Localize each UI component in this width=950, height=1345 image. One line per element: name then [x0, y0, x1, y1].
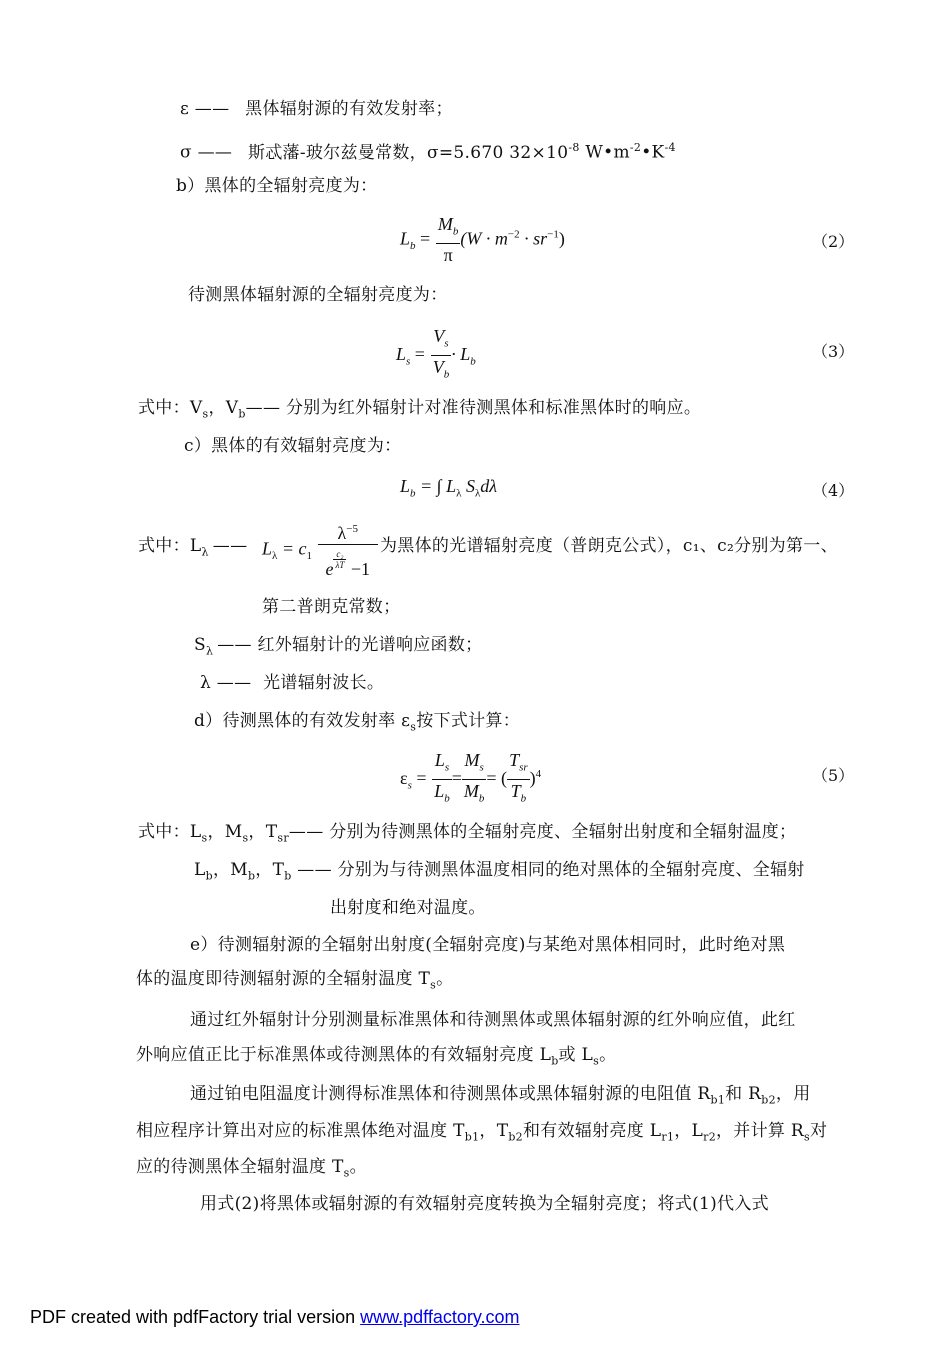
where-vs-sub: s	[202, 407, 209, 421]
p2-lr2-sub: r2	[703, 1130, 716, 1144]
where-ms-label: ，M	[207, 822, 243, 842]
eq5-close: )	[529, 768, 536, 789]
paragraph-3-line-1: 用式(2)将黑体或辐射源的有效辐射亮度转换为全辐射亮度；将式(1)代入式	[200, 1194, 769, 1214]
s-lambda-sub: λ	[205, 644, 214, 658]
eq2-lhs-sub: b	[410, 239, 416, 252]
where-ls-label: 式中：L	[138, 822, 202, 842]
planck-fraction	[318, 518, 378, 581]
p2-rb1-sub: b1	[710, 1093, 726, 1107]
pdf-footer	[30, 1307, 520, 1328]
eq5-f3-denominator: T	[510, 780, 521, 801]
eq5-f1-denominator: L	[434, 780, 445, 801]
where-l-continuation: 第二普朗克常数；	[262, 597, 401, 617]
eq3-tail: · L	[451, 344, 471, 365]
item-c: c）黑体的有效辐射亮度为：	[184, 436, 402, 456]
eq2-lhs: L	[400, 228, 411, 249]
paragraph-2-line-3	[136, 1156, 367, 1184]
planck-lhs-sub: λ	[272, 550, 278, 563]
p2-line-2-text: 相应程序计算出对应的标准黑体绝对温度 T	[136, 1121, 465, 1141]
p1-ls-sub: s	[593, 1054, 600, 1068]
sigma-unit-k: •K	[641, 142, 665, 163]
sigma-symbol: σ ——	[180, 142, 233, 163]
p1-text: 外响应值正比于标准黑体或待测黑体的有效辐射亮度 L	[136, 1045, 552, 1065]
epsilon-definition	[180, 98, 453, 120]
eq5-f2-numerator-sub: s	[479, 761, 484, 774]
where-l-text: 为黑体的光谱辐射亮度（普朗克公式），c₁、c₂分别为第一、	[380, 536, 838, 556]
sigma-unit-m-exponent: -2	[629, 141, 642, 154]
eq5-f3-denominator-sub: b	[520, 792, 527, 805]
equation-3	[396, 325, 476, 385]
epsilon-symbol: ε ——	[180, 99, 230, 119]
p2-ts-sub: s	[343, 1166, 350, 1180]
item-e-line-2-end: 。	[436, 969, 454, 989]
planck-exp-numerator: c₂	[333, 549, 346, 560]
equation-2	[400, 213, 565, 266]
equation-5	[400, 749, 541, 809]
p2-and-rb2: 和 R	[725, 1084, 762, 1104]
eq2-unit-m-exponent: −2	[507, 228, 520, 241]
planck-c1: = c	[277, 538, 307, 559]
eq3-numerator-sub: s	[444, 337, 449, 350]
lb-text: —— 分别为与待测黑体温度相同的绝对黑体的全辐射亮度、全辐射	[291, 860, 805, 880]
sigma-exponent: -8	[568, 141, 580, 154]
lb-label: L	[194, 860, 206, 880]
eq4-s: S	[461, 476, 475, 496]
eq5-fraction-1	[432, 749, 452, 809]
p2-line-3-end: 。	[349, 1157, 367, 1177]
eq4-s-sub: λ	[474, 487, 481, 500]
where-ls-sub: s	[201, 831, 208, 845]
item-d-label: d）待测黑体的有效发射率 ε	[194, 711, 411, 731]
eq2-unit-close: )	[558, 228, 565, 249]
lb-sub: b	[205, 869, 213, 883]
lambda-text: 光谱辐射波长。	[263, 673, 385, 693]
eq5-equals-2: =	[451, 768, 462, 789]
eq2-denominator: π	[443, 244, 453, 265]
planck-numerator-exponent: −5	[346, 523, 358, 535]
eq5-f2-numerator: M	[464, 750, 480, 770]
s-lambda-text: —— 红外辐射计的光谱响应函数；	[217, 635, 483, 655]
footer-text: PDF created with pdfFactory trial version	[30, 1307, 361, 1327]
where-vs-vb	[138, 397, 701, 425]
eq4-lhs-sub: b	[410, 487, 416, 500]
where-ls-ms-tsr	[138, 821, 796, 849]
eq4-tail: dλ	[480, 476, 498, 496]
eq3-lhs: L	[396, 344, 407, 365]
item-e-line-2-text: 体的温度即待测辐射源的全辐射温度 T	[136, 969, 431, 989]
planck-formula	[262, 518, 378, 581]
eq2-equals: =	[415, 228, 431, 249]
equation-2-number: （2）	[812, 232, 855, 251]
planck-minus-one: −1	[346, 559, 371, 579]
eq3-equals: =	[410, 344, 425, 365]
equation-5-number: （5）	[812, 766, 855, 785]
lambda-symbol: λ ——	[200, 673, 252, 693]
eq5-f1-denominator-sub: b	[444, 792, 450, 805]
p1-or-ls: 或 L	[558, 1045, 594, 1065]
planck-e: e	[325, 559, 334, 579]
eq4-l-sub: λ	[456, 487, 462, 500]
where-l-dash: ——	[212, 536, 248, 556]
eq3-fraction	[431, 325, 452, 385]
eq5-f2-denominator-sub: b	[478, 792, 485, 805]
p2-lr1-sub: r1	[661, 1130, 675, 1144]
p2-rs-label: ，并计算 R	[716, 1121, 805, 1141]
planck-lhs: L	[262, 538, 273, 559]
eq5-exponent: 4	[535, 768, 542, 781]
where-vb-label: ，V	[208, 398, 239, 418]
planck-exponent-fraction	[333, 549, 346, 570]
where-tsr-label: ，T	[248, 822, 278, 842]
p2-rs-sub: s	[804, 1130, 810, 1144]
where-l-lambda	[138, 535, 247, 563]
planck-exp-denominator: λT	[335, 560, 345, 570]
eq3-numerator: V	[433, 326, 445, 346]
p2-line-2-end: 对	[809, 1121, 828, 1141]
equation-3-number: （3）	[812, 342, 855, 361]
where-l-sub: λ	[201, 545, 209, 559]
eq2-unit-sr: · sr	[519, 228, 548, 249]
sigma-definition-text: 斯忒藩-玻尔兹曼常数，σ=5.670 32×10	[247, 142, 569, 163]
test-full-radiance-label: 待测黑体辐射源的全辐射亮度为：	[188, 285, 448, 305]
where-lb-mb-tb	[194, 859, 805, 887]
where-ls-text: —— 分别为待测黑体的全辐射亮度、全辐射出射度和全辐射温度；	[288, 822, 797, 842]
eq3-denominator-sub: b	[443, 368, 450, 381]
tb-sub: b	[284, 869, 292, 883]
p2-line-1-text: 通过铂电阻温度计测得标准黑体和待测黑体或黑体辐射源的电阻值 R	[190, 1084, 711, 1104]
p1-end: 。	[599, 1045, 617, 1065]
item-e-line-2	[136, 968, 453, 996]
eq2-numerator-sub: b	[452, 225, 459, 238]
eq2-fraction	[436, 213, 461, 266]
p1-lb-sub: b	[551, 1054, 559, 1068]
eq5-fraction-2	[462, 749, 487, 809]
where-vs-text: —— 分别为红外辐射计对准待测黑体和标准黑体时的响应。	[245, 398, 702, 418]
planck-c1-sub: 1	[306, 550, 312, 563]
planck-numerator: λ	[337, 523, 347, 543]
p2-lr1-label: 和有效辐射亮度 L	[522, 1121, 662, 1141]
eq2-numerator: M	[437, 214, 453, 234]
eq5-lhs-sub: s	[407, 779, 412, 792]
epsilon-definition-text: 黑体辐射源的有效发射率；	[245, 99, 453, 119]
where-tsr-sub: sr	[277, 831, 289, 845]
eq3-tail-sub: b	[470, 355, 476, 368]
sigma-unit-w: W•m	[579, 142, 630, 163]
paragraph-2-line-2	[136, 1120, 827, 1148]
paragraph-1-line-2	[136, 1044, 616, 1072]
equation-4-number: （4）	[812, 481, 855, 500]
eq5-equals-1: =	[411, 768, 427, 789]
lb-continuation: 出射度和绝对温度。	[330, 898, 486, 918]
where-ms-sub: s	[242, 831, 249, 845]
s-lambda-symbol: S	[194, 635, 206, 655]
lambda-definition	[200, 672, 384, 694]
paragraph-2-line-1	[190, 1083, 811, 1111]
item-e-ts-sub: s	[430, 978, 437, 992]
p2-rb2-sub: b2	[761, 1093, 776, 1107]
eq3-lhs-sub: s	[406, 355, 411, 368]
p2-line-1-end: ，用	[775, 1084, 811, 1104]
eq5-f1-numerator-sub: s	[444, 761, 450, 774]
footer-link[interactable]: www.pdffactory.com	[360, 1307, 520, 1327]
where-l-label: 式中：L	[138, 536, 202, 556]
p2-tb1-sub: b1	[464, 1130, 480, 1144]
p2-lr2-label: ，L	[674, 1121, 704, 1141]
eq2-unit-sr-exponent: −1	[547, 228, 559, 241]
eq5-f3-numerator-sub: sr	[519, 761, 528, 774]
eq2-unit-open: (W · m	[460, 228, 508, 249]
item-d-sub: s	[410, 720, 417, 734]
p2-tb2-label: ，T	[479, 1121, 509, 1141]
eq5-f1-numerator: L	[434, 750, 445, 770]
p2-tb2-sub: b2	[508, 1130, 523, 1144]
item-d-tail: 按下式计算：	[416, 711, 521, 731]
eq4-lhs: L	[400, 476, 411, 496]
eq5-lhs: ε	[400, 768, 408, 789]
p2-line-3-text: 应的待测黑体全辐射温度 T	[136, 1157, 344, 1177]
eq5-fraction-3	[507, 749, 530, 809]
s-lambda-definition	[194, 634, 482, 662]
tb-label: ，T	[255, 860, 285, 880]
item-b: b）黑体的全辐射亮度为：	[176, 176, 378, 196]
mb-label: ，M	[212, 860, 248, 880]
eq5-f2-denominator: M	[463, 780, 479, 801]
paragraph-1-line-1: 通过红外辐射计分别测量标准黑体和待测黑体或黑体辐射源的红外响应值，此红	[190, 1010, 796, 1030]
eq3-denominator: V	[432, 356, 444, 377]
equation-4	[400, 476, 497, 500]
where-vs-label: 式中：V	[138, 398, 203, 418]
mb-sub: b	[247, 869, 256, 883]
eq5-f3-numerator: T	[509, 750, 520, 770]
sigma-definition	[180, 137, 676, 164]
eq5-equals-3: = (	[486, 768, 508, 789]
item-e-line-1: e）待测辐射源的全辐射出射度(全辐射亮度)与某绝对黑体相同时，此时绝对黑	[190, 935, 786, 955]
eq4-integral: = ∫ L	[415, 476, 457, 496]
item-d	[194, 710, 520, 738]
where-vb-sub: b	[238, 407, 246, 421]
sigma-unit-k-exponent: -4	[664, 141, 676, 154]
